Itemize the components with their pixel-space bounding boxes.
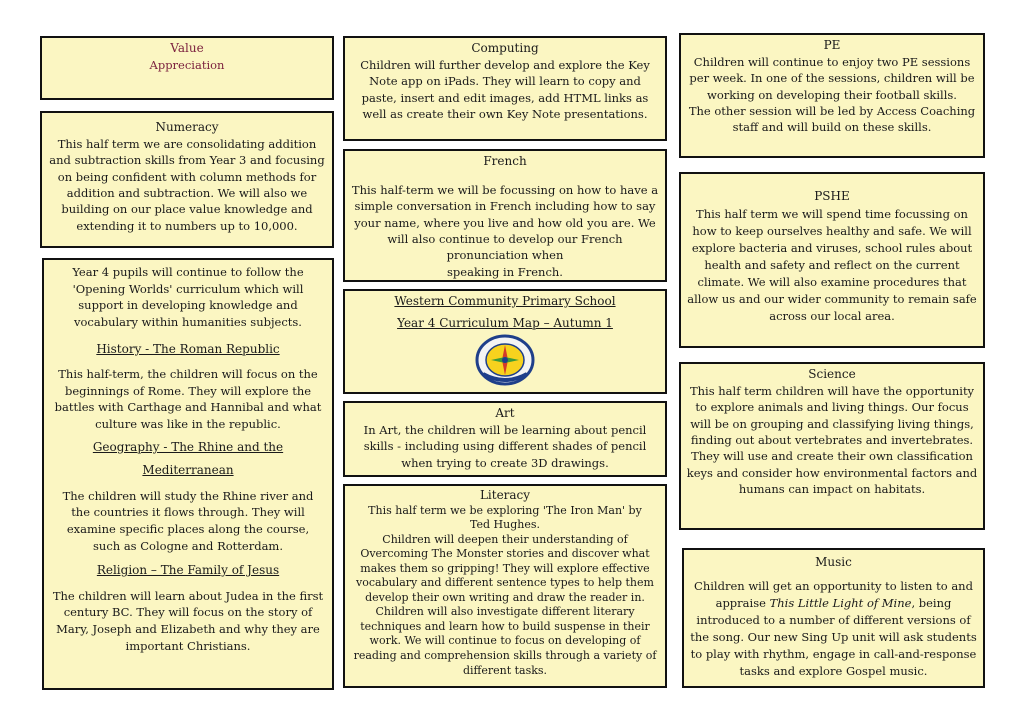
numeracy-title: Numeracy bbox=[155, 120, 219, 134]
music-box bbox=[682, 548, 985, 688]
computing-title: Computing bbox=[471, 41, 539, 55]
school-box bbox=[343, 289, 667, 394]
geography-title-cont: Mediterranean bbox=[142, 463, 234, 478]
humanities-box bbox=[42, 258, 334, 690]
pshe-box bbox=[679, 172, 985, 348]
value-text: Appreciation bbox=[149, 58, 225, 73]
french-text-cont: speaking in French. bbox=[447, 264, 563, 279]
music-title: Music bbox=[815, 555, 852, 569]
literacy-line2: Ted Hughes. bbox=[470, 518, 540, 532]
pe-box bbox=[679, 33, 985, 158]
science-title: Science bbox=[808, 367, 856, 381]
school-logo bbox=[475, 334, 535, 386]
science-box bbox=[679, 362, 985, 530]
pshe-title: PSHE bbox=[814, 189, 850, 203]
music-song-title: This Little Light of Mine bbox=[769, 595, 912, 610]
school-name: Western Community Primary School bbox=[394, 294, 616, 308]
curriculum-map-title: Year 4 Curriculum Map – Autumn 1 bbox=[397, 316, 613, 331]
religion-title: Religion – The Family of Jesus bbox=[96, 563, 280, 578]
music-text-end: , being introduced to a number of different versions of the song. Our new Sing Up unit will ask students to play with rhythm, engage in call-and-response tasks and explore Gospel music. bbox=[690, 595, 977, 678]
history-text: This half-term, the children will focus on the beginnings of Rome. They will explore the battles with Carthage and Hannibal and what culture was like in the republic. bbox=[54, 367, 322, 432]
humanities-intro: Year 4 pupils will continue to follow the 'Opening Worlds' curriculum which will support in developing knowledge and vocabulary within humanities subjects. bbox=[72, 265, 304, 330]
science-text: This half term children will have the opportunity to explore animals and living things. Our focus will be on grouping and classifying living things, finding out about vertebrates and invertebrates. They will use and create their own classification keys and consider how environmental factors and humans can impact on habitats. bbox=[686, 384, 978, 496]
literacy-box bbox=[343, 484, 667, 688]
french-title: French bbox=[483, 154, 527, 168]
value-title: Value bbox=[170, 41, 204, 55]
religion-text: The children will learn about Judea in the first century BC. They will focus on the story of Mary, Joseph and Elizabeth and why they are important Christians. bbox=[52, 588, 324, 653]
pe-text-cont: The other session will be led by Access Coaching staff and will build on these skills. bbox=[688, 104, 976, 135]
literacy-line1: This half term we be exploring 'The Iron Man' by bbox=[368, 503, 642, 517]
numeracy-box bbox=[40, 111, 334, 248]
value-box bbox=[40, 36, 334, 100]
music-text-start: Children will get an opportunity to listen to and appraise bbox=[694, 578, 973, 610]
computing-box bbox=[343, 36, 667, 141]
geography-text: The children will study the Rhine river and the countries it flows through. They will examine specific places along the course, such as Cologne and Rotterdam. bbox=[62, 488, 314, 553]
pshe-text: This half term we will spend time focussing on how to keep ourselves healthy and safe. We will explore bacteria and viruses, school rules about health and safety and reflect on the current climate. We will also examine procedures that allow us and our wider community to remain safe across our local area. bbox=[687, 206, 977, 323]
art-text: In Art, the children will be learning about pencil skills - including using different shades of pencil when trying to create 3D drawings. bbox=[363, 423, 647, 470]
french-text: This half-term we will be focussing on how to have a simple conversation in French including how to say your name, where you live and how old you are. We will also continue to develop our French pronunciation when bbox=[351, 183, 659, 263]
literacy-title: Literacy bbox=[479, 488, 531, 502]
art-title: Art bbox=[495, 406, 515, 420]
literacy-text: Children will deepen their understanding of Overcoming The Monster stories and discover what makes them so gripping! They will explore effective vocabulary and different sentence types to help them develop their own writing and draw the reader in. Children will also investigate different literary techniques and learn how to build suspense in their work. We will continue to focus on developing of reading and comprehension skills through a variety of different tasks. bbox=[353, 532, 657, 677]
numeracy-text: This half term we are consolidating addition and subtraction skills from Year 3 and focusing on being confident with column methods for addition and subtraction. We will also we building on our place value knowledge and extending it to numbers up to 10,000. bbox=[49, 137, 325, 233]
pe-title: PE bbox=[823, 38, 841, 52]
music-text bbox=[689, 578, 978, 680]
history-title: History - The Roman Republic bbox=[96, 341, 280, 356]
french-box bbox=[343, 149, 667, 282]
pe-text: Children will continue to enjoy two PE sessions per week. In one of the sessions, children will be working on developing their football skills. bbox=[689, 55, 975, 102]
geography-title: Geography - The Rhine and the bbox=[92, 439, 284, 454]
computing-text: Children will further develop and explore the Key Note app on iPads. They will learn to copy and paste, insert and edit images, add HTML links as well as create their own Key Note presentations. bbox=[360, 58, 650, 122]
art-box bbox=[343, 401, 667, 477]
